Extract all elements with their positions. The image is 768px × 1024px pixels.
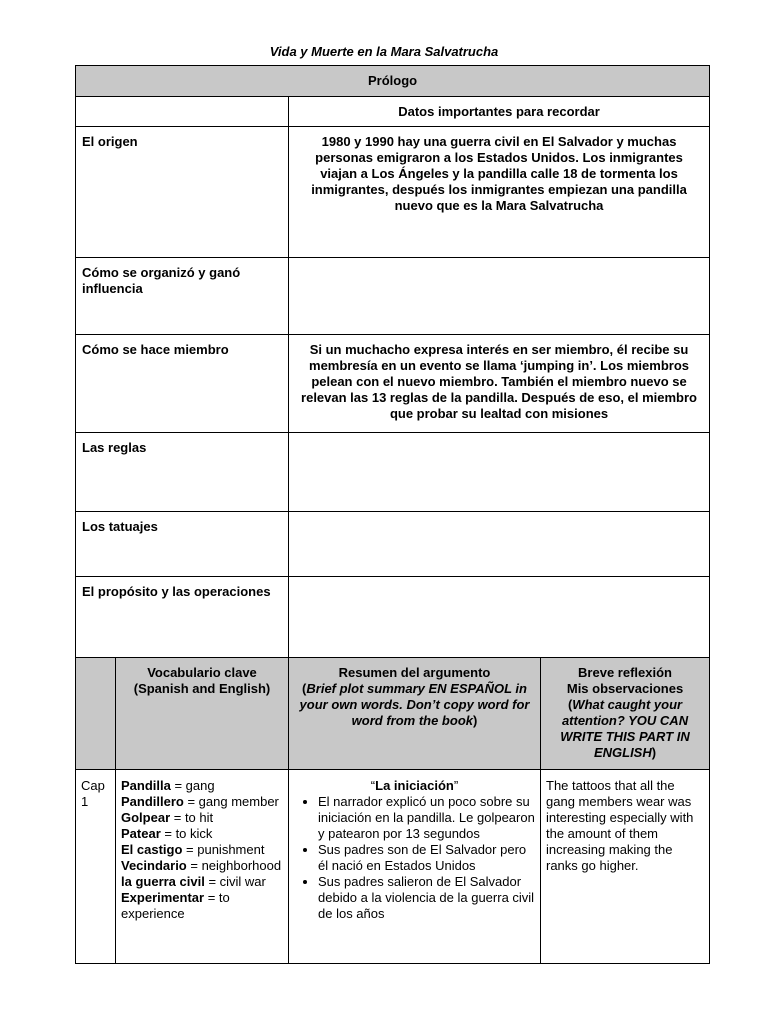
row-text-organization	[289, 258, 710, 335]
vocab-item: Experimentar = to experience	[121, 890, 230, 921]
row-label-organization: Cómo se organizó y ganó influencia	[76, 258, 289, 335]
summary-bullet: • El narrador explicó un poco sobre su iniciación en la pandilla. Le golpearon y patearon por 13 segundos	[318, 794, 535, 842]
document-title: Vida y Muerte en la Mara Salvatrucha	[269, 44, 499, 59]
reflection-header-title: Breve reflexión	[578, 665, 672, 680]
vocab-header-sub: (Spanish and English)	[133, 681, 271, 696]
reflection-header-title2: Mis observaciones	[566, 681, 684, 696]
summary-bullets	[294, 794, 535, 922]
chapter-1-label: Cap 1	[76, 770, 116, 964]
vocab-header	[116, 658, 289, 770]
vocab-item: Golpear = to hit	[121, 810, 214, 825]
vocab-header-title: Vocabulario clave	[147, 665, 257, 680]
chapter-1-reflection: The tattoos that all the gang members wear was interesting especially with the amount of them increasing making the ranks go higher.	[541, 770, 710, 964]
summary-header	[289, 658, 541, 770]
vocab-item: Pandilla = gang	[121, 778, 215, 793]
vocab-item: El castigo = punishment	[121, 842, 265, 857]
row-text-rules	[289, 433, 710, 512]
vocab-item: la guerra civil = civil war	[121, 874, 266, 889]
prologue-table	[75, 65, 710, 964]
summary-header-title: Resumen del argumento	[338, 665, 491, 680]
row-text-tattoos	[289, 512, 710, 577]
row-text-purpose	[289, 577, 710, 658]
chapter-1-vocab	[116, 770, 289, 964]
row-label-purpose: El propósito y las operaciones	[76, 577, 289, 658]
row-label-rules: Las reglas	[76, 433, 289, 512]
vocab-item: Patear = to kick	[121, 826, 213, 841]
reflection-header	[541, 658, 710, 770]
summary-title: “La iniciación”	[370, 778, 459, 793]
reflection-header-sub: (What caught your attention? YOU CAN WRITE THIS PART IN ENGLISH)	[560, 697, 690, 760]
important-data-header: Datos importantes para recordar	[289, 97, 710, 127]
summary-bullet: • Sus padres son de El Salvador pero él nació en Estados Unidos	[318, 842, 535, 874]
chapter-1-summary	[289, 770, 541, 964]
row-label-origin: El origen	[76, 127, 289, 258]
summary-header-sub: (Brief plot summary EN ESPAÑOL in your own words. Don’t copy word for word from the book)	[299, 681, 530, 728]
vocab-item: Vecindario = neighborhood	[121, 858, 282, 873]
row-text-membership: Si un muchacho expresa interés en ser miembro, él recibe su membresía en un evento se llama ‘jumping in’. Los miembros pelean con el nuevo miembro. También el miembro nuevo se relevan las 13 reglas de la pandilla. Después de eso, el miembro que probar su lealtad con misiones	[289, 335, 710, 433]
blank-header-cell	[76, 97, 289, 127]
summary-bullet: • Sus padres salieron de El Salvador debido a la violencia de la guerra civil de los años	[318, 874, 535, 922]
row-label-tattoos: Los tatuajes	[76, 512, 289, 577]
row-label-membership: Cómo se hace miembro	[76, 335, 289, 433]
vocab-item: Pandillero = gang member	[121, 794, 279, 809]
row-text-origin: 1980 y 1990 hay una guerra civil en El Salvador y muchas personas emigraron a los Estados Unidos. Los inmigrantes viajan a Los Ángeles y la pandilla calle 18 de tormenta los inmigrantes, después los inmigrantes empiezan una pandilla nuevo que es la Mara Salvatrucha	[289, 127, 710, 258]
prologue-title: Prólogo	[76, 66, 710, 97]
chapter-column-header	[76, 658, 116, 770]
